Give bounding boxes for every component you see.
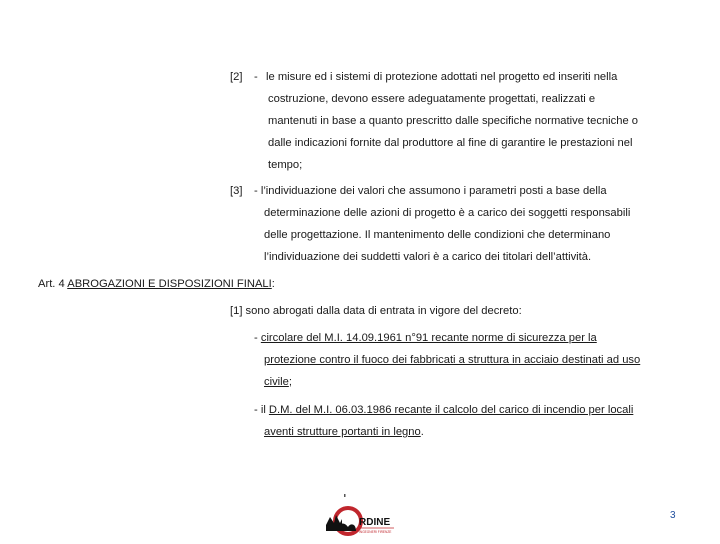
- clause-3-line-2: determinazione delle azioni di progetto è a carico dei soggetti responsabili: [264, 207, 631, 219]
- clause-3-line-1: - l’individuazione dei valori che assumono i parametri posti a base della: [254, 185, 607, 197]
- article-4-prefix: Art. 4: [38, 278, 68, 290]
- page-number: 3: [670, 510, 676, 521]
- abrogation-item-1-line-1: [254, 331, 597, 345]
- clause-3-number: [3]: [230, 185, 243, 197]
- article-4-title: ABROGAZIONI E DISPOSIZIONI FINALI: [67, 278, 272, 290]
- abrogation-item-1-end: ;: [288, 376, 292, 388]
- abrogation-item-2-line-1: [254, 403, 633, 417]
- clause-2-number: [2]: [230, 71, 243, 83]
- abrogation-item-2-text-1: D.M. del M.I. 06.03.1986 recante il calcolo del carico di incendio per locali: [268, 404, 634, 416]
- clause-2-line-2: costruzione, devono essere adeguatamente progettati, realizzati e: [268, 93, 596, 105]
- clause-3-line-4: l’individuazione dei suddetti valori è a carico dei titolari dell’attività.: [264, 251, 592, 263]
- ordine-logo: [322, 493, 402, 539]
- clause-2-dash: -: [254, 71, 258, 83]
- clause-2-line-1: le misure ed i sistemi di protezione adottati nel progetto ed inseriti nella: [266, 71, 618, 83]
- abrogation-item-1-line-3: [264, 375, 292, 389]
- svg-text:RDINE: RDINE: [359, 517, 391, 528]
- clause-2-line-3: mantenuti in base a quanto prescritto dalle specifiche normative tecniche o: [268, 115, 639, 127]
- abrogation-item-2-dash: - il: [254, 404, 269, 416]
- clause-2-line-5: tempo;: [268, 159, 303, 171]
- svg-text:INGEGNERI FIRENZE: INGEGNERI FIRENZE: [359, 530, 392, 534]
- clause-2-line-4: dalle indicazioni fornite dal produttore al fine di garantire le prestazioni nel: [268, 137, 633, 149]
- article-4-suffix: :: [271, 278, 275, 290]
- abrogation-item-2-end: .: [420, 426, 424, 438]
- abrogation-item-1-text-1: circolare del M.I. 14.09.1961 n°91 recante norme di sicurezza per la: [260, 332, 597, 344]
- article-4-heading: [38, 277, 275, 291]
- abrogation-item-1-line-2: protezione contro il fuoco dei fabbricati a struttura in acciaio destinati ad uso: [264, 354, 641, 366]
- abrogation-item-2-line-2: [264, 425, 424, 439]
- abrogation-item-1-dash: -: [254, 332, 261, 344]
- abrogation-item-2-text-2: aventi strutture portanti in legno: [264, 426, 421, 438]
- clause-3-line-3: delle progettazione. Il mantenimento delle condizioni che determinano: [264, 229, 611, 241]
- ordine-logo-mark: [322, 493, 402, 539]
- abrogation-item-1-text-3: civile: [264, 376, 289, 388]
- abrogation-intro: [1] sono abrogati dalla data di entrata in vigore del decreto:: [230, 305, 522, 317]
